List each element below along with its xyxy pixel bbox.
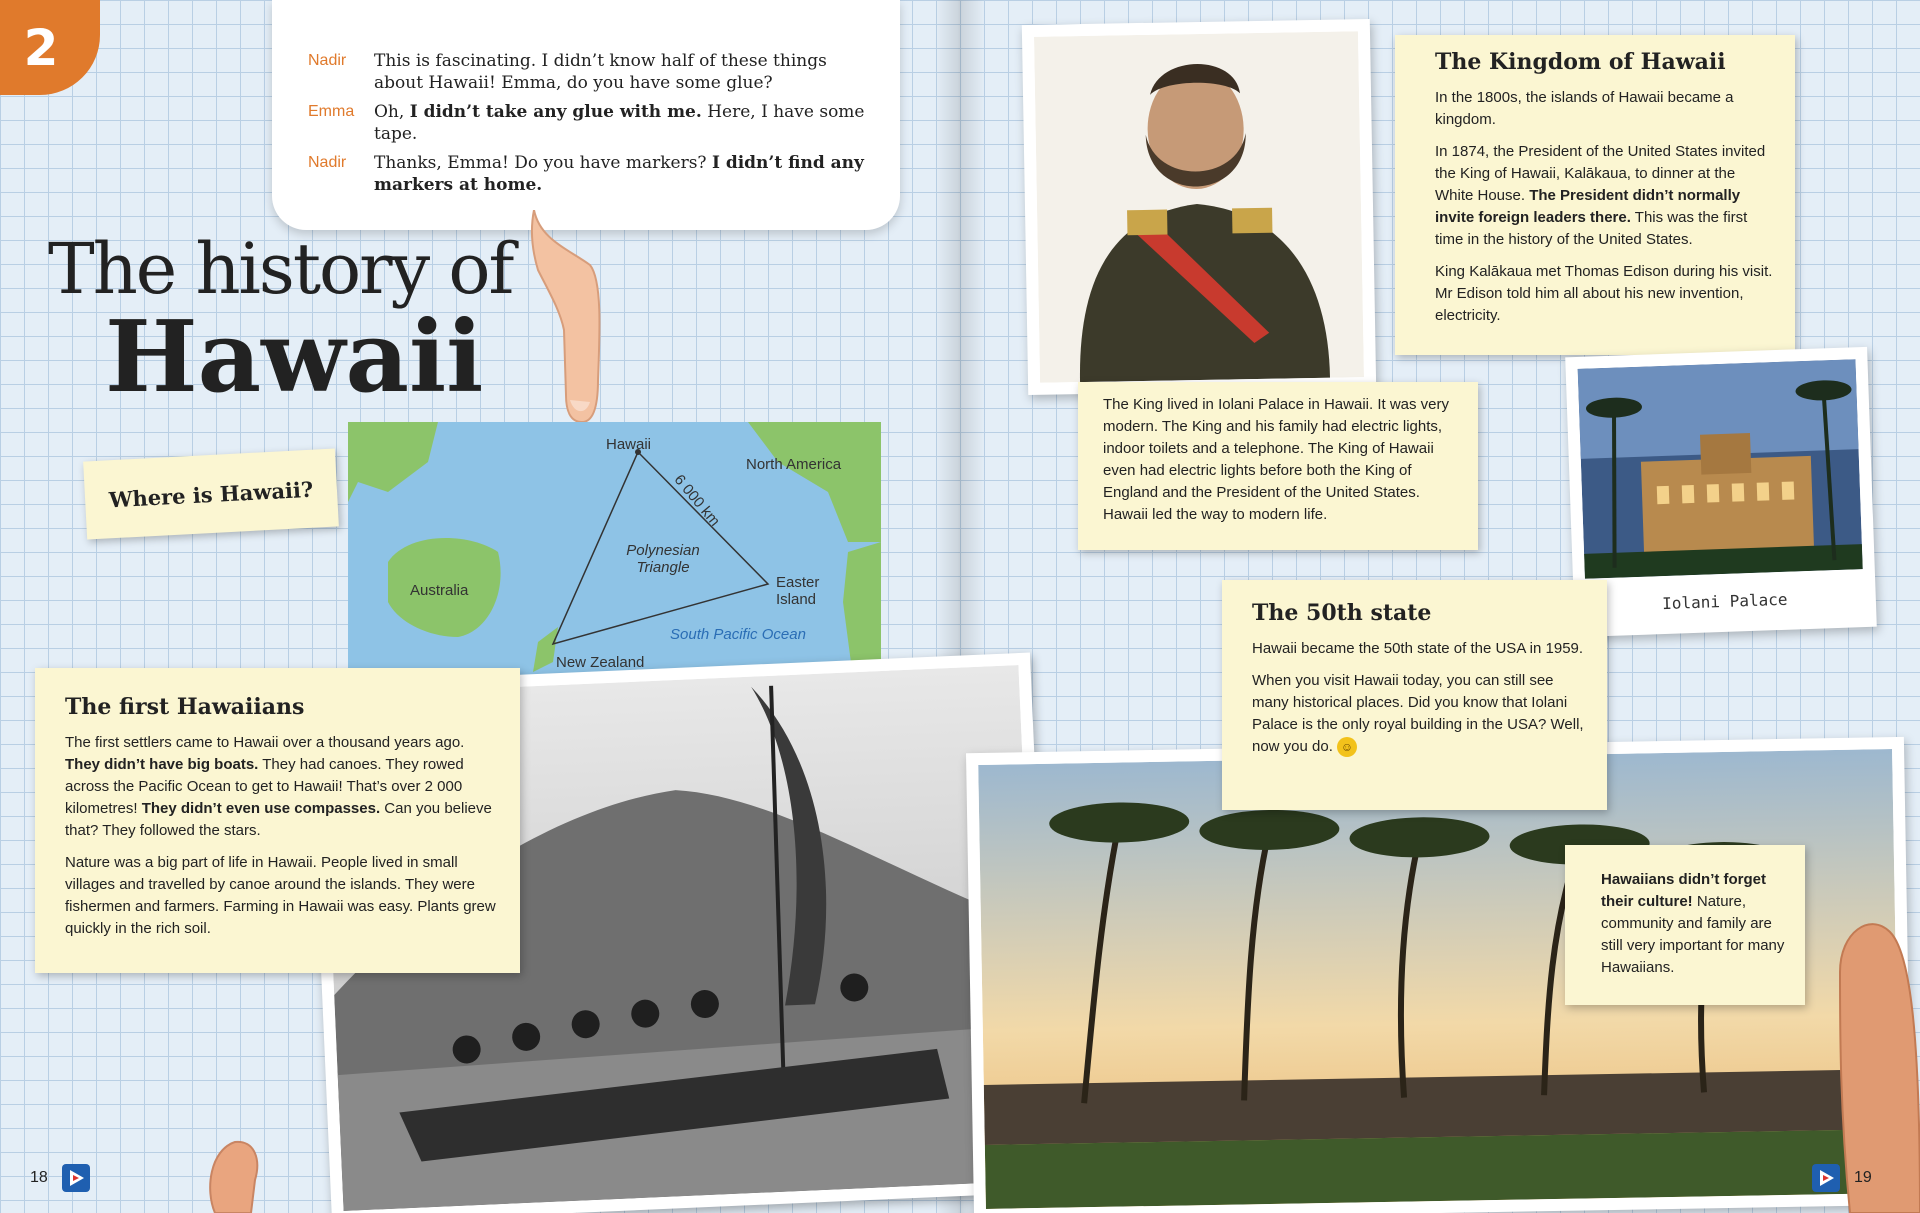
map-label-australia: Australia	[410, 582, 469, 599]
page-title-line-1: The history of	[48, 228, 513, 310]
page-footer-left	[30, 1164, 90, 1192]
pointing-finger-illustration	[530, 210, 630, 425]
page-number: 19	[1854, 1169, 1872, 1186]
culture-note	[1565, 845, 1805, 1005]
king-kalakaua-portrait	[1022, 19, 1376, 395]
speaker-name: Emma	[308, 103, 355, 120]
iolani-palace-note	[1078, 382, 1478, 550]
paragraph: Nature was a big part of life in Hawaii. People lived in small villages and travelled by canoe around the islands. They were fishermen and farmers. Farming in Hawaii was easy. Plants grew quickly in the rich soil.	[65, 854, 496, 937]
section-heading: The Kingdom of Hawaii	[1435, 49, 1726, 75]
dialogue-line	[308, 101, 870, 145]
speech-text: Thanks, Emma! Do you have markers? I didn’t find any markers at home.	[374, 153, 864, 195]
map-label-north-america: North America	[746, 456, 842, 473]
map-label-easter-island: Easter Island	[776, 574, 820, 608]
paragraph: In the 1800s, the islands of Hawaii became a kingdom.	[1435, 89, 1734, 128]
section-heading: The first Hawaiians	[65, 694, 305, 720]
page-number: 18	[30, 1169, 48, 1186]
pacific-map	[348, 422, 881, 678]
map-label-triangle: Polynesian Triangle	[626, 542, 700, 576]
dialogue-line	[308, 50, 870, 94]
map-label-ocean: South Pacific Ocean	[670, 626, 806, 643]
photo-caption: Iolani Palace	[1661, 589, 1788, 614]
kingdom-of-hawaii-note	[1395, 35, 1795, 355]
section-heading: The 50th state	[1252, 600, 1432, 626]
publisher-logo-icon	[1812, 1164, 1840, 1192]
dialogue-box	[272, 0, 900, 230]
speaker-name: Nadir	[308, 52, 347, 69]
page-title-line-2: Hawaii	[105, 300, 484, 415]
publisher-logo-icon	[62, 1164, 90, 1192]
page-footer-right	[1812, 1164, 1872, 1192]
speech-text: This is fascinating. I didn’t know half of these things about Hawaii! Emma, do you have some glue?	[374, 51, 827, 93]
map-label-hawaii: Hawaii	[606, 436, 652, 453]
map-label-new-zealand: New Zealand	[556, 654, 645, 671]
speaker-name: Nadir	[308, 154, 347, 171]
pointing-finger-illustration	[195, 1140, 265, 1213]
fiftieth-state-note	[1222, 580, 1607, 810]
paragraph: King Kalākaua met Thomas Edison during his visit. Mr Edison told him all about his new invention, electricity.	[1435, 263, 1773, 324]
speech-text: Oh, I didn’t take any glue with me. Here, I have some tape.	[374, 102, 865, 144]
dialogue-line	[308, 152, 870, 196]
where-is-hawaii-note: Where is Hawaii?	[83, 448, 339, 539]
smiley-icon: ☺	[1337, 737, 1357, 757]
unit-badge: 2	[0, 0, 100, 95]
paragraph: In 1874, the President of the United States invited the King of Hawaii, Kalākaua, to dinner at the White House. The President didn’t normally invite foreign leaders there. This was the first time in the history of the United States.	[1435, 143, 1766, 248]
paragraph: When you visit Hawaii today, you can still see many historical places. Did you know that Iolani Palace is the only royal building in the USA? Well, now you do. ☺	[1252, 670, 1589, 758]
iolani-palace-photo	[1565, 347, 1877, 637]
map-label-distance: 6 000 km	[670, 471, 724, 530]
paragraph: The King lived in Iolani Palace in Hawaii. It was very modern. The King and his family had electric lights, indoor toilets and a telephone. The King of Hawaii even had electric lights before both the King of England and the President of the United States. Hawaii led the way to modern life.	[1103, 396, 1449, 523]
paragraph: Hawaii became the 50th state of the USA in 1959.	[1252, 640, 1584, 657]
paragraph: The first settlers came to Hawaii over a thousand years ago. They didn’t have big boats. They had canoes. They rowed across the Pacific Ocean to get to Hawaii! That’s over 2 000 kilometres! They didn’t even use compasses. Can you believe that? They followed the stars.	[65, 734, 492, 839]
paragraph: Hawaiians didn’t forget their culture! Nature, community and family are still very important for many Hawaiians.	[1601, 871, 1785, 976]
first-hawaiians-note	[35, 668, 520, 973]
